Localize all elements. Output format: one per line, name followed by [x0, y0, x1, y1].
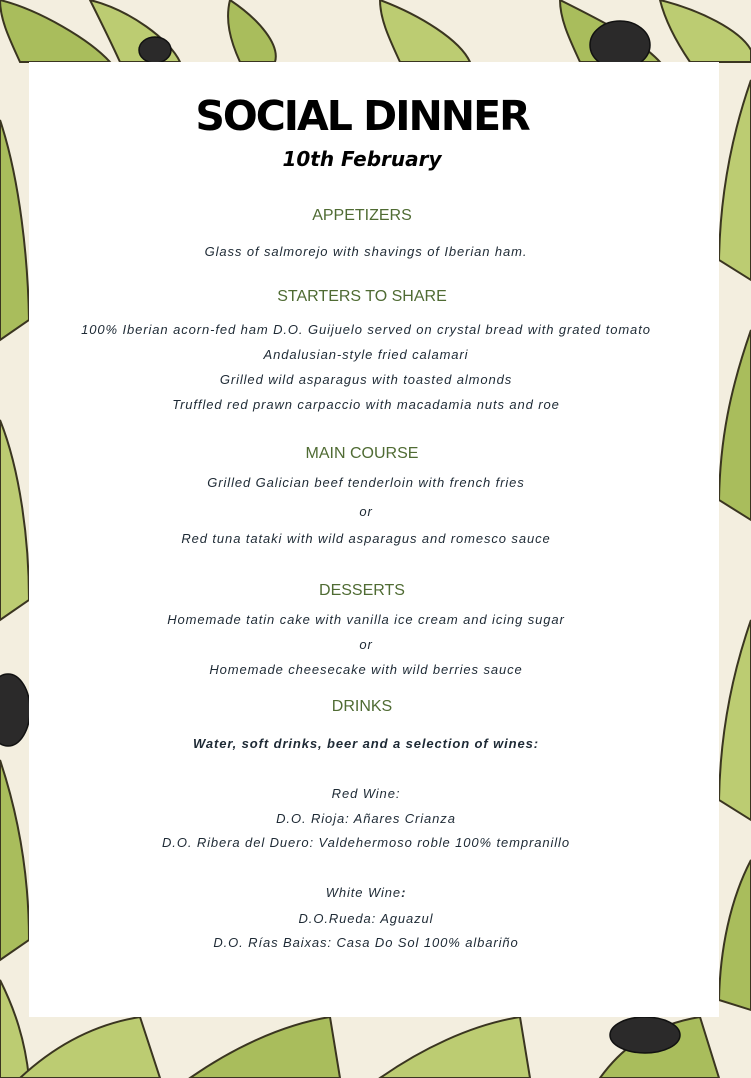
- menu-item: Homemade cheesecake with wild berries sauce: [209, 662, 523, 677]
- menu-item: Grilled Galician beef tenderloin with french fries: [207, 475, 525, 490]
- wine-item: D.O. Ribera del Duero: Valdehermoso roble 100% tempranillo: [162, 835, 570, 850]
- wine-item: D.O.Rueda: Aguazul: [298, 911, 434, 926]
- section-heading-starters: STARTERS TO SHARE: [277, 288, 447, 305]
- menu-title: SOCIAL DINNER: [195, 92, 529, 140]
- white-wine-label: [0, 885, 732, 900]
- section-heading-appetizers: APPETIZERS: [312, 207, 412, 224]
- white-wine-label-text: White Wine: [325, 885, 402, 900]
- menu-item-or: or: [359, 637, 373, 652]
- wine-item: D.O. Rías Baixas: Casa Do Sol 100% albariño: [213, 935, 519, 950]
- menu-item: Andalusian-style fried calamari: [263, 347, 469, 362]
- menu-item: Truffled red prawn carpaccio with macadamia nuts and roe: [172, 397, 560, 412]
- red-wine-label: Red Wine:: [331, 786, 401, 801]
- event-date: 10th February: [282, 147, 442, 171]
- menu-item-or: or: [359, 504, 373, 519]
- drinks-intro: Water, soft drinks, beer and a selection of wines:: [192, 736, 539, 751]
- menu-item: Glass of salmorejo with shavings of Iberian ham.: [204, 244, 528, 259]
- section-heading-desserts: DESSERTS: [319, 582, 405, 599]
- menu-item: Homemade tatin cake with vanilla ice cream and icing sugar: [167, 612, 565, 627]
- menu-item: Grilled wild asparagus with toasted almonds: [219, 372, 513, 387]
- section-heading-main-course: MAIN COURSE: [305, 445, 419, 462]
- section-heading-drinks: DRINKS: [331, 698, 393, 715]
- white-wine-label-colon: :: [401, 885, 407, 900]
- wine-item: D.O. Rioja: Añares Crianza: [276, 811, 456, 826]
- menu-item: 100% Iberian acorn-fed ham D.O. Guijuelo served on crystal bread with grated tomato: [81, 322, 651, 337]
- menu-item: Red tuna tataki with wild asparagus and romesco sauce: [181, 531, 551, 546]
